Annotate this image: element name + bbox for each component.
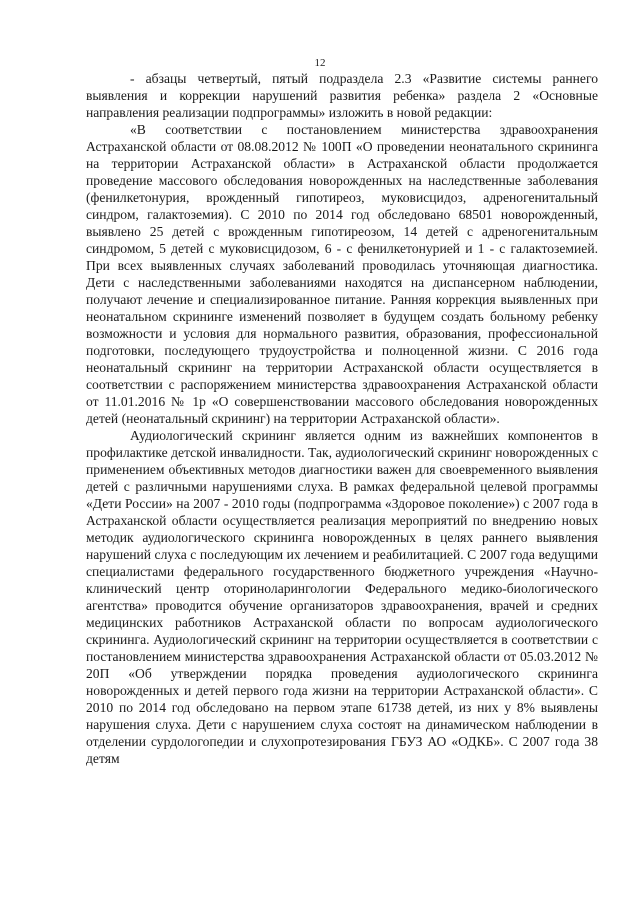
paragraph-audiological-screening: Аудиологический скрининг является одним из важнейших компонентов в профилактике детской инвалидности. Так, аудиологический скрининг новорожденных с применением объективных методов диагностики важен для своевременного выявления детей с различными нарушениями слуха. В рамках федеральной целевой программы «Дети России» на 2007 - 2010 годы (подпрограмма «Здоровое поколение») с 2007 года в Астраханской области осуществляется реализация мероприятий по внедрению новых методик аудиологического скрининга новорожденных в целях раннего выявления нарушений слуха с последующим их лечением и реабилитацией. С 2007 года ведущими специалистами федерального государственного бюджетного учреждения «Научно-клинический центр оториноларингологии Федерального медико-биологического агентства» проводится обучение организаторов здравоохранения, врачей и средних медицинских работников Астраханской области по вопросам аудиологического скрининга. Аудиологический скрининг на территории осуществляется в соответствии с постановлением министерства здравоохранения Астраханской области от 05.03.2012 № 20П «Об утверждении порядка проведения аудиологического скрининга новорожденных и детей первого года жизни на территории Астраханской области». С 2010 по 2014 год обследовано на первом этапе 61738 детей, из них у 8% выявлены нарушения слуха. Дети с нарушением слуха состоят на динамическом наблюдении в отделении сурдологопедии и слухопротезирования ГБУЗ АО «ОДКБ». С 2007 года 38 детям <box>86 428 598 766</box>
paragraph-neonatal-screening: «В соответствии с постановлением министерства здравоохранения Астраханской области от 08.08.2012 № 100П «О проведении неонатального скрининга на территории Астраханской области» в Астраханской области продолжается проведение массового обследования новорожденных на наследственные заболевания (фенилкетонурия, врожденный гипотиреоз, муковисцидоз, адреногенитальный синдром, галактоземия). С 2010 по 2014 год обследовано 68501 новорожденный, выявлено 25 детей с врожденным гипотиреозом, 14 детей с адреногенитальным синдромом, 5 детей с муковисцидозом, 6 - с фенилкетонурией и 1 - с галактоземией. При всех выявленных случаях заболеваний проводилась уточняющая диагностика. Дети с наследственными заболеваниями находятся на диспансерном наблюдении, получают лечение и специализированное питание. Ранняя коррекция выявленных при неонатальном скрининге изменений позволяет в будущем создать больному ребенку возможности и условия для нормального развития, образования, профессиональной подготовки, последующего трудоустройства и полноценной жизни. С 2016 года неонатальный скрининг на территории Астраханской области осуществляется в соответствии с распоряжением министерства здравоохранения Астраханской области от 11.01.2016 № 1р «О совершенствовании массового обследования новорожденных детей (неонатальный скрининг) на территории Астраханской области». <box>86 122 598 426</box>
paragraph-amendment-intro: - абзацы четвертый, пятый подраздела 2.3 «Развитие системы раннего выявления и коррекции нарушений развития ребенка» раздела 2 «Основные направления реализации подпрограммы» изложить в новой редакции: <box>86 71 598 120</box>
page-number: 12 <box>314 57 326 69</box>
body-text <box>86 70 598 767</box>
